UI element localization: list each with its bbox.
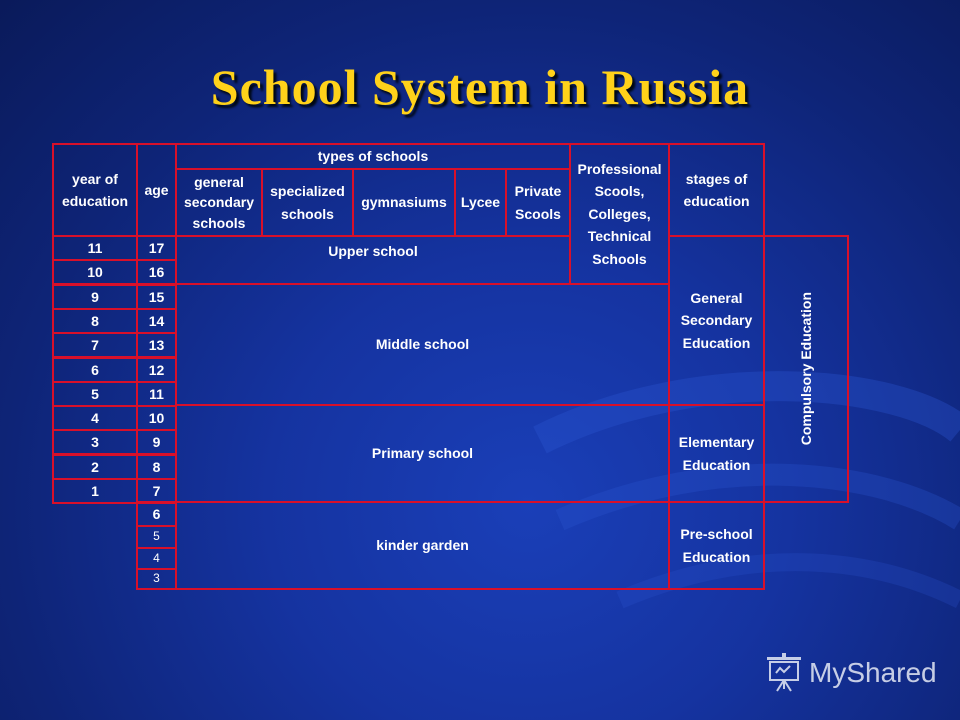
age-cell: 14 <box>136 308 177 334</box>
age-cell: 13 <box>136 332 177 358</box>
header-lycee: Lycee <box>454 168 507 237</box>
year-cell: 11 <box>52 235 138 261</box>
header-general-secondary-schools: general secondary schools <box>175 168 263 237</box>
kinder-age-cell: 6 <box>136 501 177 527</box>
age-cell: 10 <box>136 405 177 431</box>
header-types-of-schools: types of schools <box>175 143 571 170</box>
header-gymnasiums: gymnasiums <box>352 168 456 237</box>
kinder-age-cell: 4 <box>136 547 177 570</box>
page-title: School System in Russia <box>210 59 750 115</box>
header-professional-schools: Professional Scools, Colleges, Technical Schools <box>569 143 670 285</box>
kinder-age-cell: 5 <box>136 525 177 549</box>
year-cell: 9 <box>52 284 138 310</box>
stage-general-secondary-education: General Secondary Education <box>668 235 765 406</box>
year-cell: 1 <box>52 478 138 504</box>
age-cell: 9 <box>136 429 177 455</box>
presentation-board-icon <box>765 653 803 693</box>
logo-text: MyShared <box>809 657 937 688</box>
header-private-scools: Private Scools <box>505 168 571 237</box>
myshared-logo <box>765 653 937 693</box>
age-cell: 16 <box>136 259 177 285</box>
compulsory-education-label: Compulsory Education <box>797 292 814 446</box>
age-cell: 11 <box>136 381 177 407</box>
kinder-age-cell: 3 <box>136 568 177 590</box>
year-cell: 6 <box>52 357 138 383</box>
age-cell: 8 <box>136 454 177 480</box>
age-cell: 15 <box>136 284 177 310</box>
year-cell: 10 <box>52 259 138 285</box>
age-cell: 17 <box>136 235 177 261</box>
year-cell: 8 <box>52 308 138 334</box>
upper-school-cell: Upper school <box>175 235 571 285</box>
stage-elementary-education: Elementary Education <box>668 404 765 503</box>
header-age: age <box>136 143 177 237</box>
age-cell: 7 <box>136 478 177 504</box>
year-cell: 3 <box>52 429 138 455</box>
compulsory-education-cell <box>763 235 849 503</box>
kinder-garden-cell: kinder garden <box>175 501 670 590</box>
middle-school-cell: Middle school <box>175 283 670 406</box>
year-cell: 4 <box>52 405 138 431</box>
header-specialized-schools: specialized schools <box>261 168 354 237</box>
age-cell: 12 <box>136 357 177 383</box>
primary-school-cell: Primary school <box>175 404 670 503</box>
year-cell: 5 <box>52 381 138 407</box>
year-cell: 7 <box>52 332 138 358</box>
stage-preschool-education: Pre-school Education <box>668 501 765 590</box>
year-cell: 2 <box>52 454 138 480</box>
header-stages-of-education: stages of education <box>668 143 765 237</box>
header-year-of-education: year of education <box>52 143 138 237</box>
